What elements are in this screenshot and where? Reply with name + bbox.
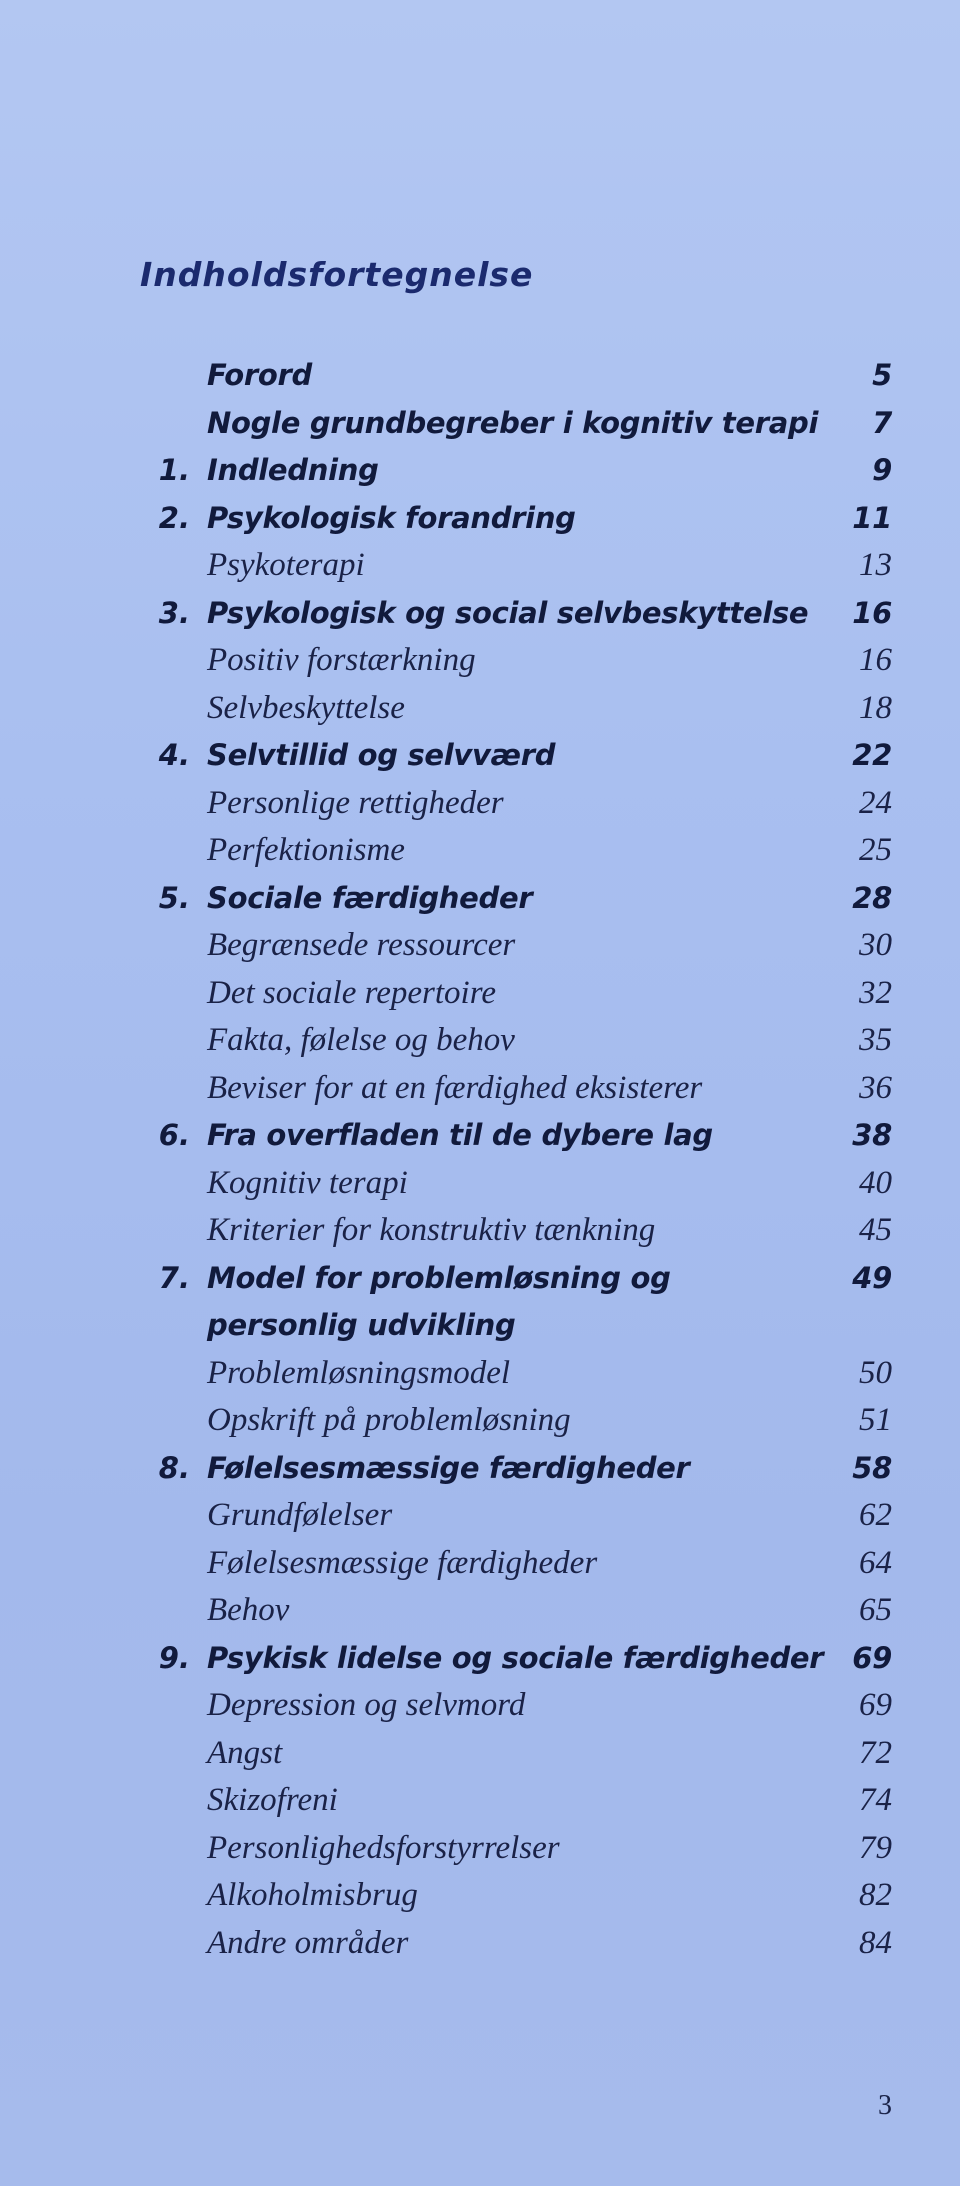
toc-page-number: 11 <box>852 500 892 535</box>
section-title: Kognitiv terapi <box>207 1164 408 1201</box>
chapter-title: Sociale færdigheder <box>207 880 533 915</box>
toc-page-number: 69 <box>852 1640 892 1675</box>
section-title: Personlige rettigheder <box>207 784 504 821</box>
toc-page-number: 69 <box>859 1687 892 1723</box>
toc-section-row <box>0 1730 960 1778</box>
section-title: Beviser for at en færdighed eksisterer <box>207 1069 703 1106</box>
chapter-number: 7. <box>158 1260 190 1295</box>
section-title: Andre områder <box>207 1924 409 1961</box>
toc-page-number: 50 <box>859 1354 892 1391</box>
toc-page-number: 5 <box>872 358 892 392</box>
toc-page-number: 25 <box>859 832 892 868</box>
section-title: Grundfølelser <box>207 1497 393 1533</box>
section-title: Positiv forstærkning <box>207 642 476 678</box>
toc-chapter-row <box>0 400 960 448</box>
toc-section-row <box>0 1017 960 1065</box>
toc-page-number: 7 <box>872 405 892 440</box>
toc-page-number: 38 <box>852 1118 892 1152</box>
toc-page-number: 28 <box>852 880 892 915</box>
toc-section-row <box>0 827 960 875</box>
section-title: Angst <box>207 1734 283 1771</box>
toc-page-number: 16 <box>859 642 892 678</box>
toc-page-number: 58 <box>852 1450 892 1485</box>
section-title: Selvbeskyttelse <box>207 689 405 726</box>
toc-section-row <box>0 1350 960 1398</box>
toc-chapter-row <box>0 495 960 543</box>
toc-section-row <box>0 970 960 1018</box>
toc-section-row <box>0 1397 960 1445</box>
toc-section-row <box>0 637 960 685</box>
toc-section-row <box>0 1207 960 1255</box>
section-title: Problemløsningsmodel <box>207 1354 511 1391</box>
section-title: Depression og selvmord <box>207 1687 526 1723</box>
toc-section-row <box>0 1587 960 1635</box>
toc-page-number: 16 <box>852 595 892 630</box>
toc-page-number: 40 <box>859 1164 892 1201</box>
toc-section-row <box>0 1492 960 1540</box>
toc-page-number: 13 <box>859 547 892 583</box>
section-title: Begrænsede ressourcer <box>207 927 516 963</box>
toc-chapter-row <box>0 447 960 495</box>
toc-chapter-row <box>0 732 960 780</box>
chapter-title: Fra overfladen til de dybere lag <box>207 1118 713 1152</box>
toc-chapter-row <box>0 1302 960 1350</box>
toc-page-number: 22 <box>852 738 892 772</box>
toc-page-number: 45 <box>859 1212 892 1248</box>
toc-page-number: 62 <box>859 1497 892 1533</box>
chapter-number: 1. <box>158 453 190 487</box>
toc-page-number: 79 <box>859 1829 892 1866</box>
toc-page-number: 24 <box>859 784 892 821</box>
chapter-number: 4. <box>158 738 190 772</box>
toc-chapter-row <box>0 590 960 638</box>
toc-section-row <box>0 1682 960 1730</box>
section-title: Psykoterapi <box>207 547 365 583</box>
section-title: Følelsesmæssige færdigheder <box>207 1544 598 1581</box>
toc-chapter-row <box>0 352 960 400</box>
toc-page-number: 64 <box>859 1544 892 1581</box>
chapter-title: Psykologisk og social selvbeskyttelse <box>207 595 809 630</box>
section-title: Fakta, følelse og behov <box>207 1022 515 1058</box>
section-title: Alkoholmisbrug <box>207 1877 418 1913</box>
section-title: Perfektionisme <box>207 832 405 868</box>
section-title: Opskrift på problemløsning <box>207 1402 571 1438</box>
page-number: 3 <box>878 2090 892 2121</box>
toc-page-number: 72 <box>859 1734 892 1771</box>
toc-chapter-row <box>0 875 960 923</box>
toc-page-number: 49 <box>852 1260 892 1295</box>
section-title: Personlighedsforstyrrelser <box>207 1829 560 1866</box>
toc-section-row <box>0 1540 960 1588</box>
chapter-title: Selvtillid og selvværd <box>207 738 556 772</box>
toc-page-number: 65 <box>859 1592 892 1628</box>
chapter-title: Nogle grundbegreber i kognitiv terapi <box>207 405 819 440</box>
toc-page-number: 9 <box>872 453 892 487</box>
chapter-title: Psykologisk forandring <box>207 500 576 535</box>
toc-page-number: 84 <box>859 1924 892 1961</box>
toc-section-row <box>0 922 960 970</box>
table-of-contents <box>0 352 960 1967</box>
toc-section-row <box>0 1872 960 1920</box>
toc-chapter-row <box>0 1635 960 1683</box>
toc-section-row <box>0 1160 960 1208</box>
chapter-title: Følelsesmæssige færdigheder <box>207 1450 690 1485</box>
toc-section-row <box>0 685 960 733</box>
section-title: Skizofreni <box>207 1782 338 1818</box>
chapter-number: 2. <box>158 500 190 535</box>
chapter-number: 6. <box>158 1118 190 1152</box>
section-title: Behov <box>207 1592 290 1628</box>
toc-title: Indholdsfortegnelse <box>140 255 534 294</box>
chapter-title: Psykisk lidelse og sociale færdigheder <box>207 1640 824 1675</box>
toc-page-number: 18 <box>859 689 892 726</box>
chapter-number: 5. <box>158 880 190 915</box>
toc-chapter-row <box>0 1255 960 1303</box>
toc-chapter-row <box>0 1445 960 1493</box>
toc-page-number: 35 <box>859 1022 892 1058</box>
section-title: Det sociale repertoire <box>207 974 496 1011</box>
chapter-title: Model for problemløsning og <box>207 1260 671 1295</box>
toc-section-row <box>0 1920 960 1968</box>
toc-page-number: 30 <box>859 927 892 963</box>
chapter-title: Forord <box>207 358 312 392</box>
toc-page-number: 74 <box>859 1782 892 1818</box>
toc-page-number: 32 <box>859 974 892 1011</box>
chapter-number: 3. <box>158 595 190 630</box>
toc-section-row <box>0 1065 960 1113</box>
toc-section-row <box>0 780 960 828</box>
toc-section-row <box>0 1777 960 1825</box>
section-title: Kriterier for konstruktiv tænkning <box>207 1212 656 1248</box>
toc-page-number: 36 <box>859 1069 892 1106</box>
chapter-title: personlig udvikling <box>207 1308 516 1342</box>
chapter-number: 8. <box>158 1450 190 1485</box>
toc-section-row <box>0 1825 960 1873</box>
toc-page-number: 82 <box>859 1877 892 1913</box>
toc-chapter-row <box>0 1112 960 1160</box>
chapter-number: 9. <box>158 1640 190 1675</box>
toc-page-number: 51 <box>859 1402 892 1438</box>
toc-section-row <box>0 542 960 590</box>
chapter-title: Indledning <box>207 453 379 487</box>
